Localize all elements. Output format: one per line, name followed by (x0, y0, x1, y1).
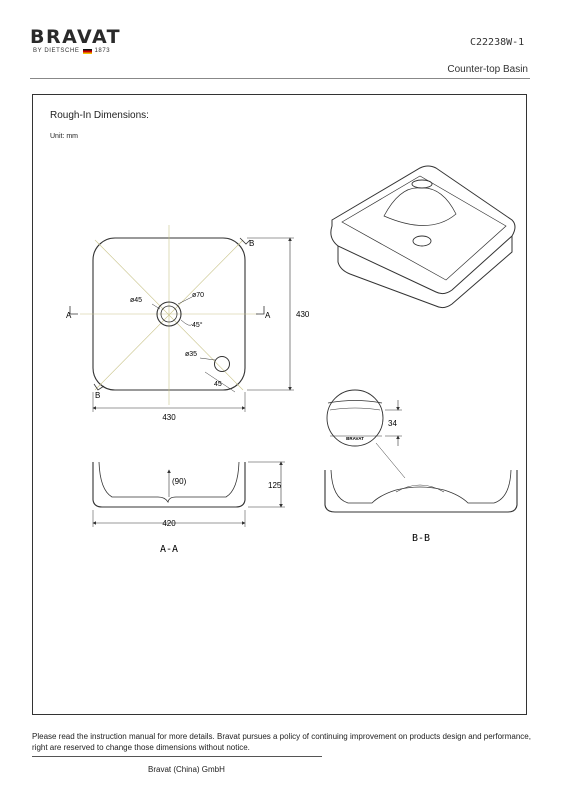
section-a-right: A (265, 311, 271, 320)
isometric-view (331, 166, 515, 308)
company-name: Bravat (China) GmbH (148, 765, 225, 774)
aa-inner-depth: (90) (172, 477, 187, 486)
aa-height: 125 (268, 481, 282, 490)
aa-label: A-A (159, 544, 179, 555)
aa-width: 420 (162, 519, 176, 528)
drawing-unit: Unit: mm (50, 133, 78, 140)
bb-brand-mark: BRAVAT (346, 436, 364, 441)
top-height-label: 430 (296, 310, 310, 319)
section-bb (325, 390, 517, 544)
tagline-left: BY DIETSCHE (33, 48, 80, 54)
section-b-top: B (249, 239, 255, 248)
section-b-bottom: B (95, 391, 101, 400)
product-name: Counter-top Basin (447, 64, 528, 75)
top-width-label: 430 (162, 413, 176, 422)
tap-offset-label: 45 (214, 381, 222, 388)
bb-overflow-height: 34 (388, 419, 397, 428)
bb-label: B-B (411, 533, 431, 544)
footer-note: Please read the instruction manual for more details. Bravat pursues a policy of continuing improvement on products design and performance, right are reserved to change those dimensions without notice. (32, 732, 531, 752)
tagline-year: 1873 (94, 48, 111, 54)
waste-dia-label: ø45 (130, 297, 143, 304)
model-code: C22238W-1 (470, 37, 525, 48)
brand-logo: BRAVAT (30, 26, 122, 48)
waste-outer-dia-label: ø70 (192, 292, 205, 299)
drawing-title: Rough-In Dimensions: (50, 110, 149, 121)
footer-divider (32, 756, 322, 757)
tap-dia-label: ø35 (185, 351, 198, 358)
section-aa (93, 462, 285, 555)
section-a-left: A (66, 311, 72, 320)
top-view (66, 225, 310, 422)
angle-label: 45° (192, 322, 203, 329)
